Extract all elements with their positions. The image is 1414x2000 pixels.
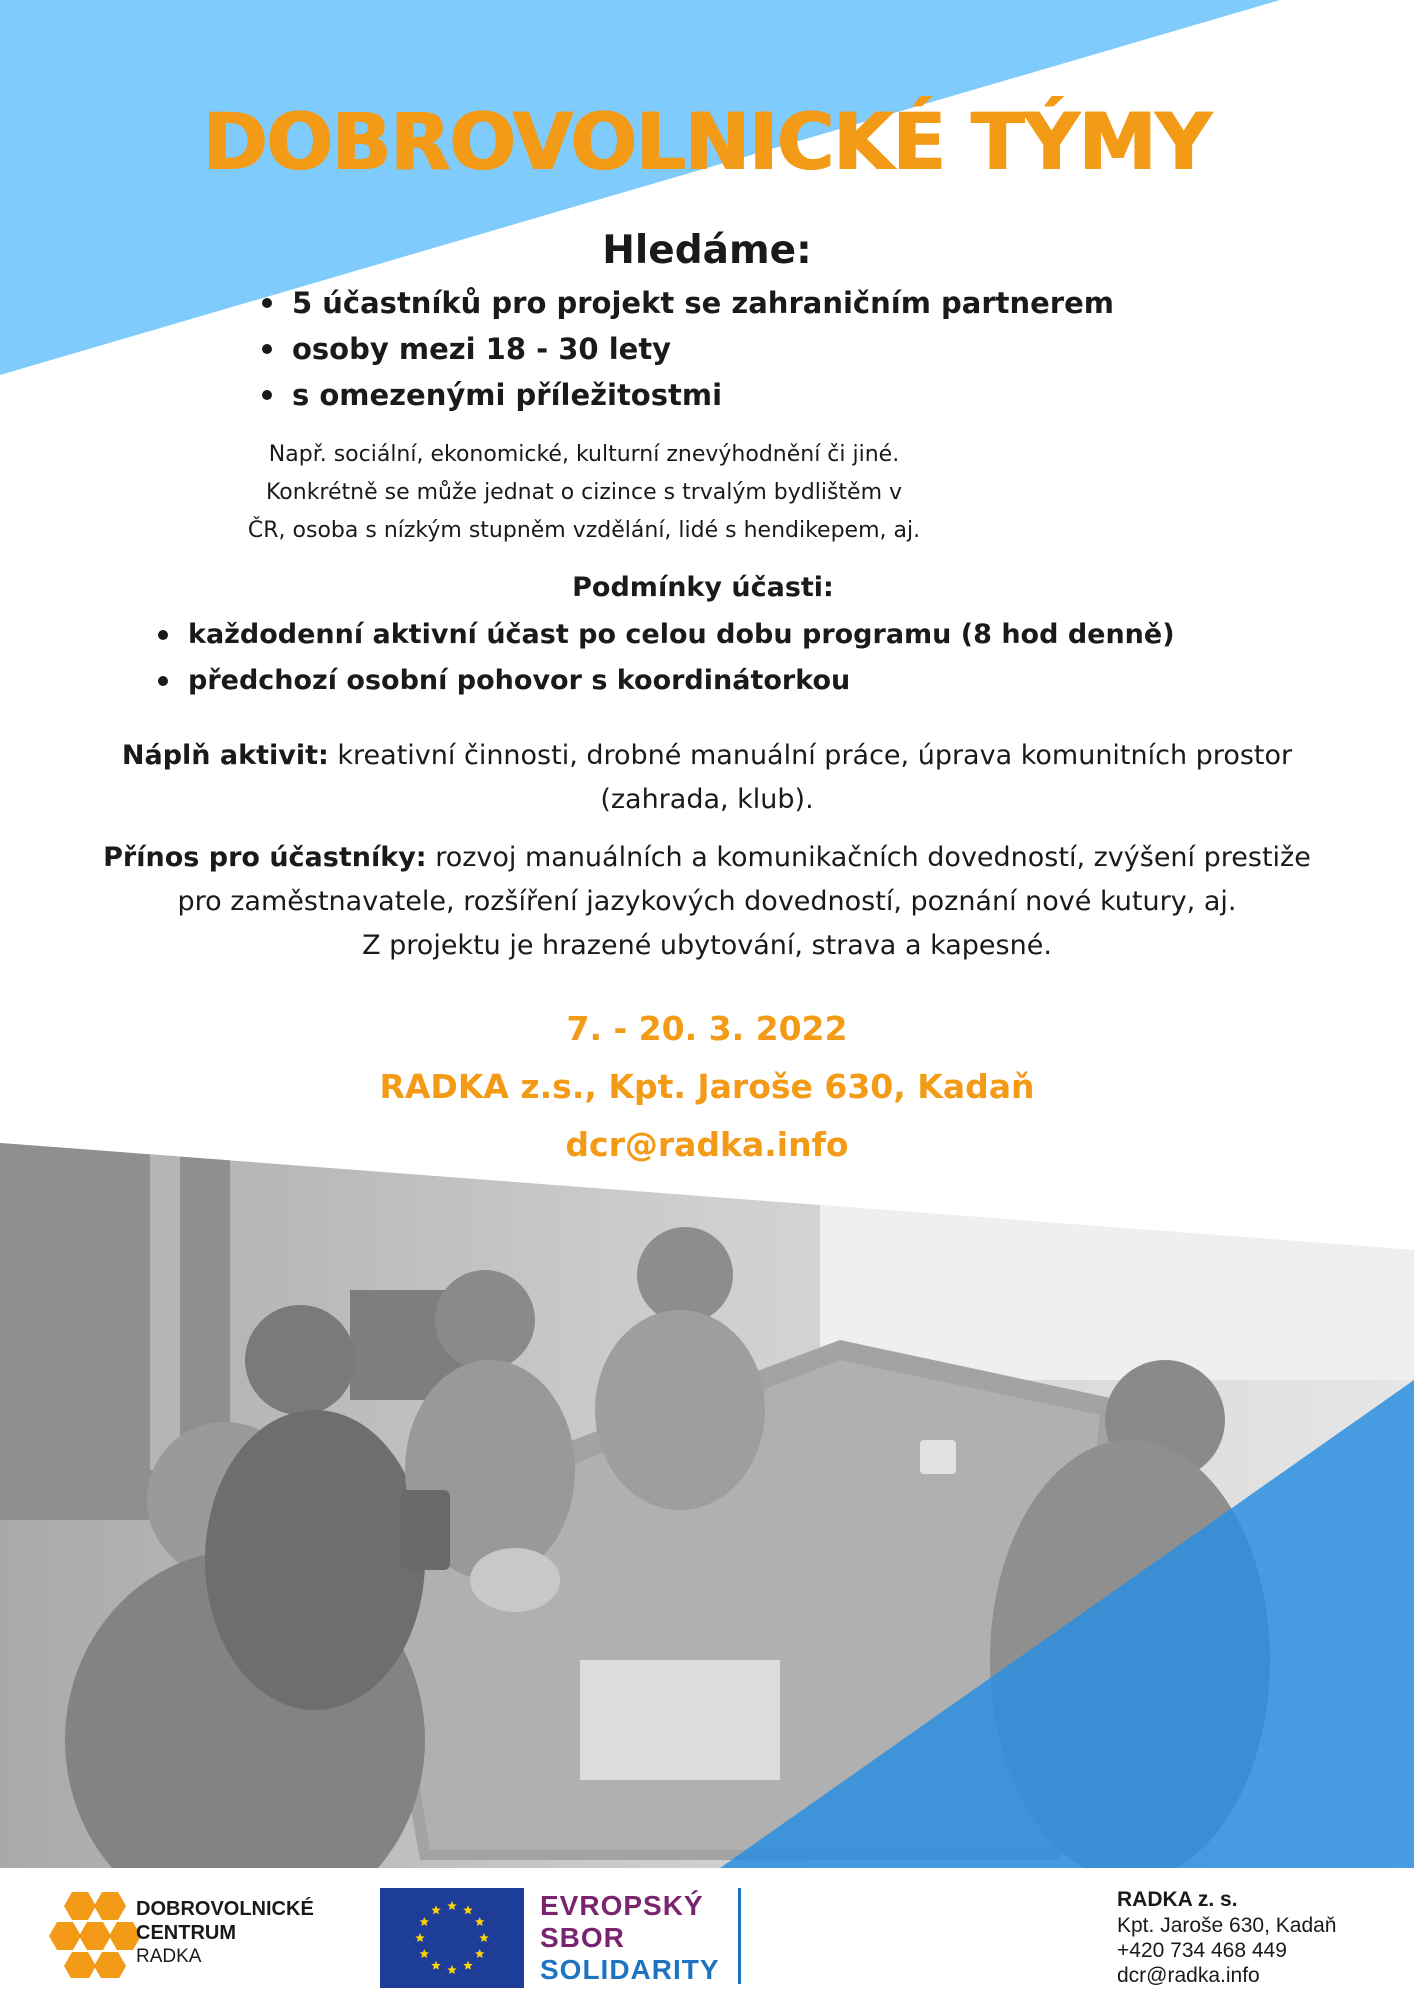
event-email: dcr@radka.info (565, 1125, 849, 1164)
activities-paragraph (0, 734, 1414, 822)
seeking-note (0, 436, 1291, 550)
seeking-heading: Hledáme: (602, 228, 812, 273)
seeking-list (258, 280, 1114, 418)
list-item: předchozí osobní pohovor s koordinátorkou (154, 658, 1175, 704)
event-place: RADKA z.s., Kpt. Jaroše 630, Kadaň (379, 1067, 1035, 1106)
logo1-line-2: CENTRUM (136, 1922, 236, 1944)
note-line: ČR, osoba s nízkým stupněm vzdělání, lidé s hendikepem, aj. (247, 518, 921, 543)
benefits-paragraph (0, 836, 1414, 968)
contact-name: RADKA z. s. (1117, 1888, 1238, 1911)
event-details (0, 1000, 1414, 1174)
activities-label: Náplň aktivit: (121, 740, 329, 771)
note-line: Např. sociální, ekonomické, kulturní znevýhodnění či jiné. (268, 442, 900, 467)
note-line: Konkrétně se může jednat o cizince s trvalým bydlištěm v (265, 480, 903, 505)
benefits-label: Přínos pro účastníky: (103, 842, 427, 873)
logo2-line-2: SBOR (540, 1922, 625, 1953)
logo2-divider (738, 1888, 741, 1984)
event-date: 7. - 20. 3. 2022 (566, 1009, 848, 1048)
page-title: DOBROVOLNICKÉ TÝMY (203, 98, 1211, 188)
list-item: 5 účastníků pro projekt se zahraničním partnerem (258, 280, 1114, 326)
list-item: osoby mezi 18 - 30 lety (258, 326, 1114, 372)
conditions-list (154, 612, 1175, 704)
logo1-line-1: DOBROVOLNICKÉ (136, 1898, 314, 1920)
conditions-heading: Podmínky účasti: (572, 572, 834, 603)
contact-address: Kpt. Jaroše 630, Kadaň (1117, 1914, 1337, 1937)
contact-phone: +420 734 468 449 (1117, 1939, 1287, 1962)
logo2-line-3: SOLIDARITY (540, 1954, 720, 1985)
list-item: každodenní aktivní účast po celou dobu programu (8 hod denně) (154, 612, 1175, 658)
benefits-text-3: Z projektu je hrazené ubytování, strava a kapesné. (362, 930, 1052, 961)
footer (0, 1868, 1414, 2000)
list-item: s omezenými příležitostmi (258, 372, 1114, 418)
contact-email: dcr@radka.info (1117, 1964, 1260, 1987)
benefits-text: rozvoj manuálních a komunikačních dovedností, zvýšení prestiže (435, 842, 1311, 873)
benefits-text-2: pro zaměstnavatele, rozšíření jazykových dovedností, poznání nové kutury, aj. (177, 886, 1237, 917)
activities-text: kreativní činnosti, drobné manuální práce, úprava komunitních prostor (337, 740, 1293, 771)
logo2-line-1: EVROPSKÝ (540, 1890, 704, 1921)
eu-flag-icon (380, 1888, 524, 1988)
activities-text-2: (zahrada, klub). (600, 784, 814, 815)
logo1-line-3: RADKA (136, 1946, 202, 1967)
